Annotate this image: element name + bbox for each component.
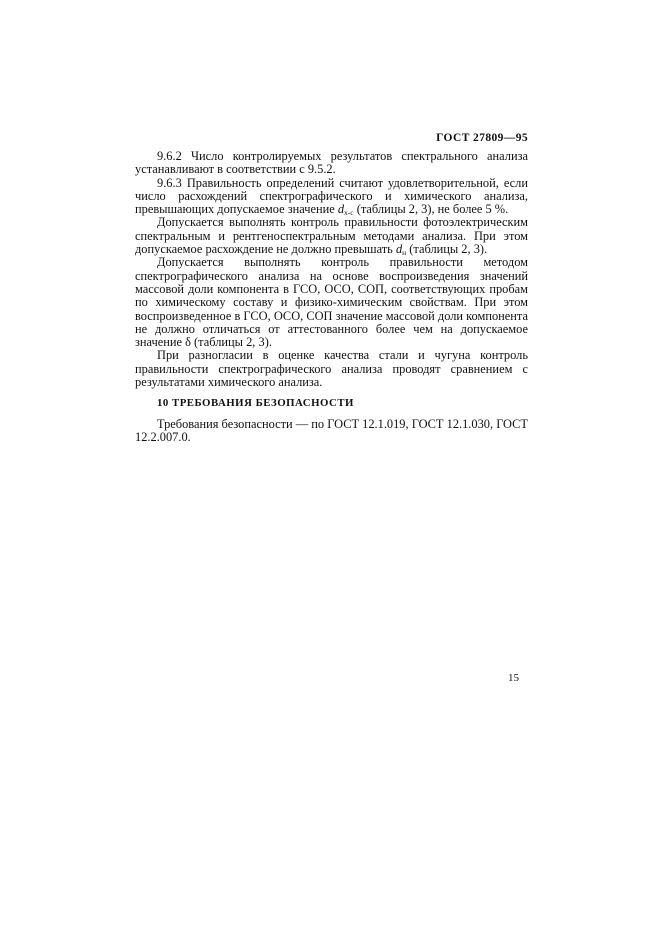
paragraph-text: Допускается выполнять контроль правильности фотоэлектрическим спектральным и рентгеноспектральным методами анализа. При этом допускаемое расхождение не должно превышать (135, 215, 528, 257)
text-block (135, 150, 528, 444)
section-10-heading: 10 ТРЕБОВАНИЯ БЕЗОПАСНОСТИ (157, 397, 354, 410)
page-number: 15 (508, 672, 519, 684)
paragraph-9-6-2: 9.6.2 Число контролируемых результатов спектрального анализа устанавливают в соответствии с 9.5.2. (135, 149, 528, 177)
paragraph-disagreement: При разногласии в оценке качества стали и чугуна контроль правильности спектрографического анализа проводят сравнением с результатами химического анализа. (135, 348, 528, 390)
paragraph-photoelectric-control (135, 216, 528, 256)
symbol-d-x-c: $d_{х-с}$ (337, 202, 354, 218)
paragraph-text: 9.6.3 Правильность определений считают удовлетворительной, если число расхождений спектрографического и химического анализа, превышающих допускаемое значение (135, 175, 528, 217)
paragraph-text: (таблицы 2, 3). (406, 242, 488, 257)
paragraph-spectrographic-control: Допускается выполнять контроль правильности методом спектрографического анализа на основе воспроизведения значений массовой доли компонента в ГСО, ОСО, СОП, соответствующих пробам по химическому составу и физико-химическим свойствам. При этом воспроизведенное в ГСО, ОСО, СОП значение массовой доли компонента не должно отличаться от аттестованного более чем на допускаемое значение δ (таблицы 2, 3). (135, 255, 528, 350)
paragraph-safety-requirements: Требования безопасности — по ГОСТ 12.1.019, ГОСТ 12.1.030, ГОСТ 12.2.007.0. (135, 416, 528, 444)
paragraph-9-6-3 (135, 177, 528, 217)
paragraph-text: (таблицы 2, 3), не более 5 %. (353, 202, 509, 217)
running-header: ГОСТ 27809—95 (436, 132, 528, 144)
symbol-d-n: $d_н$ (395, 242, 407, 258)
